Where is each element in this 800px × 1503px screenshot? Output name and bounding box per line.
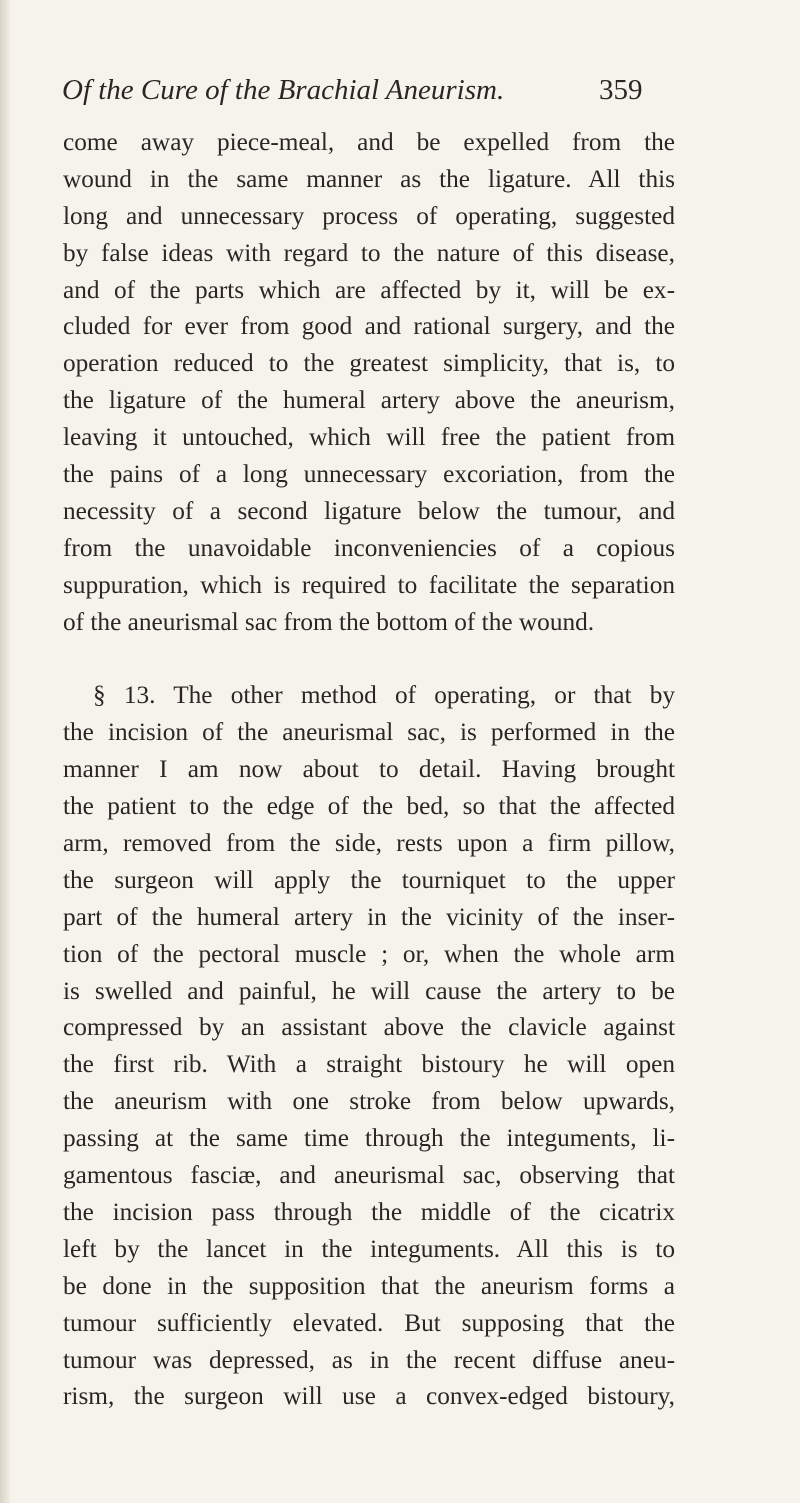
page-gutter — [0, 0, 10, 1503]
text-line: the incision of the aneurismal sac, is performed in the — [63, 718, 675, 747]
text-line: the first rib. With a straight bistoury he will open — [63, 1050, 675, 1079]
paragraph — [63, 677, 675, 1415]
text-line: long and unnecessary process of operating, suggested — [63, 201, 675, 230]
running-head-title: Of the Cure of the Brachial Aneurism. — [62, 74, 505, 106]
text-line: necessity of a second ligature below the tumour, and — [63, 496, 675, 525]
text-line: manner I am now about to detail. Having brought — [63, 755, 675, 784]
text-line: suppuration, which is required to facilitate the separation — [63, 570, 675, 599]
text-line: compressed by an assistant above the clavicle against — [63, 1013, 675, 1042]
text-line: the pains of a long unnecessary excoriation, from the — [63, 460, 675, 489]
paragraph-gap — [63, 640, 675, 677]
paragraph — [63, 124, 675, 640]
text-line: the incision pass through the middle of the cicatrix — [63, 1197, 675, 1226]
text-line: tion of the pectoral muscle ; or, when the whole arm — [63, 939, 675, 968]
text-line: come away piece-meal, and be expelled from the — [63, 128, 675, 156]
text-line: operation reduced to the greatest simplicity, that is, to — [63, 349, 675, 378]
text-line: from the unavoidable inconveniencies of a copious — [63, 533, 675, 562]
running-head — [62, 74, 662, 114]
text-line: the patient to the edge of the bed, so that the affected — [63, 792, 675, 821]
text-line: the ligature of the humeral artery above the aneurism, — [63, 386, 675, 415]
text-line: wound in the same manner as the ligature. All this — [63, 164, 675, 193]
text-line: passing at the same time through the integuments, li- — [63, 1124, 675, 1153]
text-line: leaving it untouched, which will free the patient from — [63, 423, 675, 452]
text-line: left by the lancet in the integuments. All this is to — [63, 1234, 675, 1263]
body-text — [63, 124, 675, 1415]
text-line: be done in the supposition that the aneurism forms a — [63, 1271, 675, 1300]
page-number: 359 — [599, 74, 643, 106]
text-line: part of the humeral artery in the vicinity of the inser- — [63, 902, 675, 931]
text-line: tumour sufficiently elevated. But supposing that the — [63, 1308, 675, 1337]
text-line: the aneurism with one stroke from below upwards, — [63, 1087, 675, 1116]
text-line: cluded for ever from good and rational surgery, and the — [63, 312, 675, 341]
text-line: the surgeon will apply the tourniquet to the upper — [63, 865, 675, 894]
text-line: is swelled and painful, he will cause the artery to be — [63, 976, 675, 1005]
text-line: by false ideas with regard to the nature of this disease, — [63, 238, 675, 267]
text-line: § 13. The other method of operating, or that by — [93, 681, 675, 710]
text-line: of the aneurismal sac from the bottom of the wound. — [63, 607, 595, 636]
text-line: rism, the surgeon will use a convex-edged bistoury, — [63, 1382, 675, 1411]
text-line: gamentous fasciæ, and aneurismal sac, observing that — [63, 1161, 675, 1190]
text-line: arm, removed from the side, rests upon a firm pillow, — [63, 829, 675, 858]
text-line: tumour was depressed, as in the recent diffuse aneu- — [63, 1345, 675, 1374]
text-line: and of the parts which are affected by it, will be ex- — [63, 275, 675, 304]
